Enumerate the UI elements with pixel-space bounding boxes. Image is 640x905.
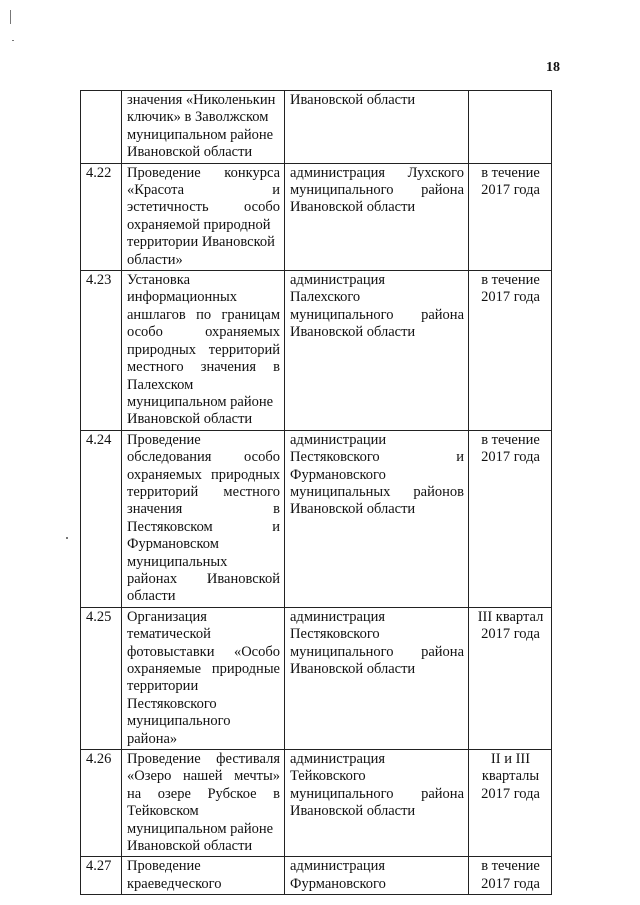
event-description-line: области» [127, 251, 183, 268]
table-row [81, 607, 552, 749]
deadline-line: 2017 года [481, 289, 540, 306]
events-table-body [81, 91, 552, 895]
event-description-line: «Озеро нашей мечты» [127, 768, 280, 785]
table-row [81, 857, 552, 895]
event-description-line: территорий местного [127, 483, 280, 500]
responsible-executor-line: муниципального района [290, 643, 464, 660]
deadline-line: 2017 года [481, 449, 540, 466]
event-description-line: местного значения в [127, 359, 280, 376]
responsible-executor-line: администрация [290, 272, 386, 289]
responsible-executor-line: администрация [290, 608, 386, 625]
event-description-line: области [127, 588, 176, 605]
event-description [122, 607, 285, 749]
event-description-line: Проведение [127, 858, 201, 875]
scan-mark [66, 537, 68, 539]
responsible-executor [285, 271, 469, 431]
event-description-line: Пестяковского [127, 695, 217, 712]
event-description-line: муниципальных [127, 553, 228, 570]
item-number: 4.26 [81, 750, 122, 857]
event-description-line: муниципальном районе [127, 126, 274, 143]
responsible-executor-line: Пестяковского [290, 626, 380, 643]
event-description-line: муниципального [127, 713, 231, 730]
responsible-executor-line: Тейковского [290, 768, 366, 785]
event-description-line: ключик» в Заволжском [127, 109, 269, 126]
deadline-line: 2017 года [481, 875, 540, 892]
deadline-line: кварталы [481, 768, 540, 785]
deadline-line: в течение [481, 272, 540, 289]
event-description-line: Проведение конкурса [127, 164, 280, 181]
event-description-line: особо охраняемых [127, 324, 280, 341]
event-description [122, 857, 285, 895]
responsible-executor-line: Ивановской области [290, 803, 416, 820]
deadline [469, 91, 552, 164]
responsible-executor-line: администрация [290, 751, 386, 768]
deadline [469, 271, 552, 431]
responsible-executor-line: Ивановской области [290, 324, 416, 341]
responsible-executor-line: Фурмановского [290, 875, 386, 892]
event-description-line: обследования особо [127, 449, 280, 466]
event-description-line: Пестяковском и [127, 518, 280, 535]
table-row [81, 271, 552, 431]
event-description-line: значения в [127, 501, 280, 518]
event-description [122, 271, 285, 431]
table-row [81, 163, 552, 270]
deadline-line: в течение [481, 431, 540, 448]
event-description-line: «Красота и [127, 182, 280, 199]
item-number [81, 91, 122, 164]
event-description-line: природных территорий [127, 341, 280, 358]
event-description-line: Установка [127, 272, 191, 289]
table-row [81, 430, 552, 607]
event-description-line: тематической [127, 626, 211, 643]
page-number: 18 [546, 60, 560, 75]
event-description-line: охраняемые природные [127, 661, 280, 677]
responsible-executor-line: Палехского [290, 289, 361, 306]
event-description-line: Ивановской области [127, 144, 253, 161]
item-number: 4.24 [81, 430, 122, 607]
responsible-executor [285, 163, 469, 270]
responsible-executor-line: муниципального района [290, 306, 464, 323]
responsible-executor-line: Ивановской области [290, 92, 416, 108]
responsible-executor [285, 607, 469, 749]
deadline-line: 2017 года [481, 182, 540, 199]
scan-mark [12, 40, 14, 41]
event-description-line: охраняемой природной [127, 216, 271, 233]
event-description-line: муниципальном районе [127, 820, 274, 837]
event-description [122, 163, 285, 270]
event-description-line: эстетичность особо [127, 199, 280, 216]
responsible-executor-line: Ивановской области [290, 501, 416, 518]
event-description-line: охраняемых природных [127, 466, 280, 483]
event-description-line: Палехском [127, 376, 194, 393]
responsible-executor-line: администрация Лухского [290, 164, 464, 181]
deadline-line: III квартал [477, 608, 544, 625]
event-description [122, 91, 285, 164]
event-description-line: территории [127, 678, 199, 695]
event-description-line: Фурмановском [127, 536, 219, 553]
deadline-line: 2017 года [481, 626, 540, 643]
responsible-executor [285, 91, 469, 164]
deadline-line: 2017 года [481, 785, 540, 802]
deadline [469, 857, 552, 895]
item-number: 4.25 [81, 607, 122, 749]
event-description-line: Проведение фестиваля [127, 751, 280, 768]
event-description-line: районах Ивановской [127, 570, 280, 587]
responsible-executor [285, 750, 469, 857]
event-description-line: значения «Николенькин [127, 92, 276, 108]
responsible-executor-line: муниципального района [290, 785, 464, 802]
event-description-line: на озере Рубское в [127, 785, 280, 802]
item-number: 4.22 [81, 163, 122, 270]
table-row [81, 91, 552, 164]
responsible-executor-line: Ивановской области [290, 661, 416, 677]
event-description-line: Ивановской области [127, 838, 253, 855]
deadline-line: II и III [490, 751, 531, 768]
deadline-line: в течение [481, 164, 540, 181]
responsible-executor-line: Фурмановского [290, 466, 386, 483]
event-description-line: фотовыставки «Особо [127, 643, 280, 660]
event-description-line: Проведение [127, 431, 201, 448]
event-description-line: территории Ивановской [127, 234, 275, 251]
deadline [469, 750, 552, 857]
event-description-line: краеведческого [127, 875, 222, 892]
responsible-executor-line: муниципального района [290, 182, 464, 199]
event-description-line: аншлагов по границам [127, 306, 280, 323]
deadline [469, 607, 552, 749]
deadline [469, 430, 552, 607]
responsible-executor-line: администрация [290, 858, 386, 875]
event-description-line: Ивановской области [127, 411, 253, 428]
event-description-line: Организация [127, 608, 207, 625]
scan-mark [10, 10, 11, 24]
table-row [81, 750, 552, 857]
deadline [469, 163, 552, 270]
event-description-line: информационных [127, 289, 237, 306]
event-description [122, 430, 285, 607]
item-number: 4.27 [81, 857, 122, 895]
event-description-line: муниципальном районе [127, 393, 274, 410]
deadline-line: в течение [481, 858, 540, 875]
responsible-executor-line: Пестяковского и [290, 449, 464, 466]
event-description-line: Тейковском [127, 803, 199, 820]
responsible-executor-line: администрации [290, 431, 387, 448]
responsible-executor-line: Ивановской области [290, 199, 416, 216]
responsible-executor-line: муниципальных районов [290, 483, 464, 500]
responsible-executor [285, 430, 469, 607]
event-description [122, 750, 285, 857]
events-table [80, 90, 552, 895]
event-description-line: района» [127, 730, 178, 747]
item-number: 4.23 [81, 271, 122, 431]
responsible-executor [285, 857, 469, 895]
